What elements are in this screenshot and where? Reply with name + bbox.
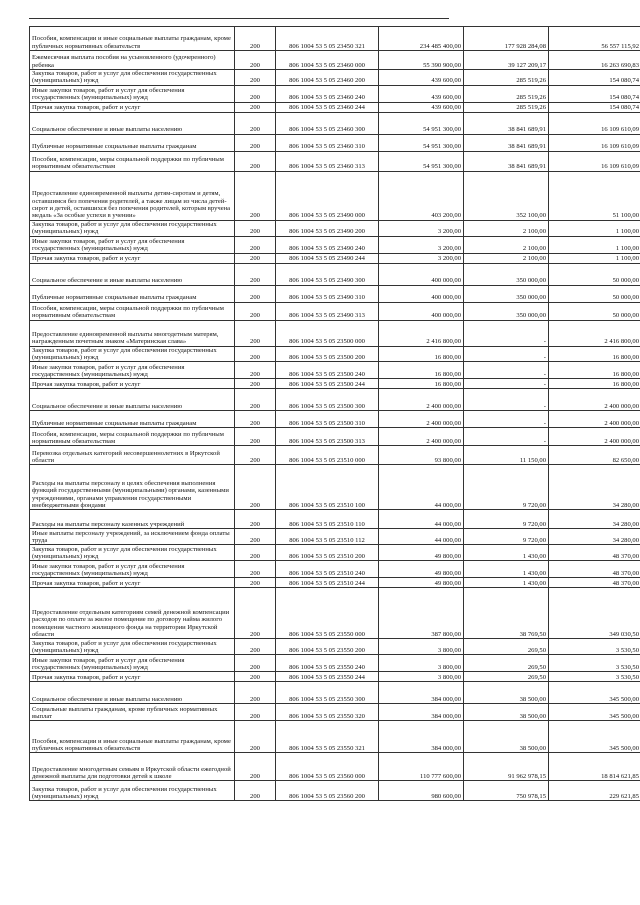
- table-body: [30, 27, 640, 801]
- row-unexecuted-amount: 345 500,00: [549, 704, 640, 721]
- table-row: [30, 411, 640, 428]
- table-row: [30, 465, 640, 510]
- row-description: Закупка товаров, работ и услуг для обеспечения государственных (муниципальных) нужд: [30, 220, 235, 236]
- row-unexecuted-amount: 16 109 610,09: [549, 151, 640, 171]
- row-unexecuted-amount: 2 400 000,00: [549, 428, 640, 446]
- row-unexecuted-amount: 3 530,50: [549, 672, 640, 682]
- row-executed-amount: 285 519,26: [464, 70, 549, 86]
- row-executed-amount: 350 000,00: [464, 263, 549, 285]
- row-executed-amount: 38 841 689,91: [464, 134, 549, 151]
- row-line-code: 200: [235, 285, 276, 302]
- row-executed-amount: 350 000,00: [464, 285, 549, 302]
- row-unexecuted-amount: 50 000,00: [549, 263, 640, 285]
- row-unexecuted-amount: 50 000,00: [549, 285, 640, 302]
- row-executed-amount: 11 150,00: [464, 446, 549, 465]
- row-line-code: 200: [235, 302, 276, 320]
- row-executed-amount: 9 720,00: [464, 510, 549, 529]
- row-unexecuted-amount: 48 370,00: [549, 561, 640, 578]
- row-description: Прочая закупка товаров, работ и услуг: [30, 379, 235, 389]
- table-row: [30, 171, 640, 220]
- row-line-code: 200: [235, 704, 276, 721]
- row-approved-amount: 980 600,00: [379, 781, 464, 801]
- table-row: [30, 781, 640, 801]
- row-unexecuted-amount: 16 263 690,83: [549, 51, 640, 70]
- row-executed-amount: -: [464, 428, 549, 446]
- row-classification-code: 806 1004 53 5 05 23460 000: [276, 51, 379, 70]
- row-description: Иные закупки товаров, работ и услуг для обеспечения государственных (муниципальных) нужд: [30, 362, 235, 379]
- row-classification-code: 806 1004 53 5 05 23490 240: [276, 236, 379, 253]
- row-unexecuted-amount: 1 100,00: [549, 236, 640, 253]
- row-line-code: 200: [235, 721, 276, 753]
- row-description: Публичные нормативные социальные выплаты гражданам: [30, 285, 235, 302]
- row-unexecuted-amount: 2 400 000,00: [549, 389, 640, 411]
- row-description: Ежемесячная выплата пособия на усыновленного (удочеренного) ребенка: [30, 51, 235, 70]
- row-approved-amount: 16 800,00: [379, 362, 464, 379]
- row-executed-amount: 2 100,00: [464, 253, 549, 263]
- row-classification-code: 806 1004 53 5 05 23550 244: [276, 672, 379, 682]
- row-classification-code: 806 1004 53 5 05 23510 112: [276, 529, 379, 545]
- row-classification-code: 806 1004 53 5 05 23490 310: [276, 285, 379, 302]
- row-executed-amount: 2 100,00: [464, 220, 549, 236]
- row-classification-code: 806 1004 53 5 05 23510 100: [276, 465, 379, 510]
- row-executed-amount: 350 000,00: [464, 302, 549, 320]
- row-description: Иные закупки товаров, работ и услуг для обеспечения государственных (муниципальных) нужд: [30, 236, 235, 253]
- row-executed-amount: -: [464, 320, 549, 346]
- row-description: Предоставление отдельным категориям семей денежной компенсации расходов по оплате за жилое помещение по договору найма жилого помещения частного жилищного фонда на территории Иркутской области: [30, 588, 235, 639]
- row-unexecuted-amount: 1 100,00: [549, 253, 640, 263]
- table-row: [30, 446, 640, 465]
- row-line-code: 200: [235, 112, 276, 134]
- row-description: Социальное обеспечение и иные выплаты населению: [30, 389, 235, 411]
- row-classification-code: 806 1004 53 5 05 23500 200: [276, 346, 379, 362]
- row-classification-code: 806 1004 53 5 05 23460 300: [276, 112, 379, 134]
- row-executed-amount: -: [464, 362, 549, 379]
- row-executed-amount: 269,50: [464, 655, 549, 672]
- row-approved-amount: 3 800,00: [379, 672, 464, 682]
- row-line-code: 200: [235, 781, 276, 801]
- row-unexecuted-amount: 16 800,00: [549, 362, 640, 379]
- row-line-code: 200: [235, 529, 276, 545]
- table-row: [30, 721, 640, 753]
- row-line-code: 200: [235, 510, 276, 529]
- row-unexecuted-amount: 18 814 621,85: [549, 753, 640, 781]
- row-unexecuted-amount: 34 280,00: [549, 510, 640, 529]
- row-line-code: 200: [235, 578, 276, 588]
- row-line-code: 200: [235, 263, 276, 285]
- row-executed-amount: 9 720,00: [464, 465, 549, 510]
- row-unexecuted-amount: 2 416 800,00: [549, 320, 640, 346]
- row-approved-amount: 400 000,00: [379, 302, 464, 320]
- table-row: [30, 236, 640, 253]
- row-approved-amount: 2 416 800,00: [379, 320, 464, 346]
- row-approved-amount: 16 800,00: [379, 346, 464, 362]
- row-line-code: 200: [235, 27, 276, 51]
- table-row: [30, 151, 640, 171]
- table-row: [30, 102, 640, 112]
- row-line-code: 200: [235, 672, 276, 682]
- table-row: [30, 70, 640, 86]
- table-row: [30, 112, 640, 134]
- row-line-code: 200: [235, 465, 276, 510]
- row-unexecuted-amount: 16 109 610,09: [549, 112, 640, 134]
- table-row: [30, 578, 640, 588]
- row-classification-code: 806 1004 53 5 05 23510 244: [276, 578, 379, 588]
- row-line-code: 200: [235, 545, 276, 561]
- row-line-code: 200: [235, 682, 276, 704]
- row-approved-amount: 54 951 300,00: [379, 112, 464, 134]
- row-unexecuted-amount: 16 800,00: [549, 379, 640, 389]
- row-approved-amount: 2 400 000,00: [379, 411, 464, 428]
- row-classification-code: 806 1004 53 5 05 23460 200: [276, 70, 379, 86]
- table-row: [30, 285, 640, 302]
- row-approved-amount: 400 000,00: [379, 263, 464, 285]
- row-line-code: 200: [235, 134, 276, 151]
- row-approved-amount: 384 000,00: [379, 682, 464, 704]
- row-description: Предоставление многодетным семьям в Иркутской области ежегодной денежной выплаты для подготовки детей к школе: [30, 753, 235, 781]
- row-classification-code: 806 1004 53 5 05 23490 300: [276, 263, 379, 285]
- row-line-code: 200: [235, 588, 276, 639]
- row-classification-code: 806 1004 53 5 05 23490 244: [276, 253, 379, 263]
- row-approved-amount: 2 400 000,00: [379, 428, 464, 446]
- row-unexecuted-amount: 16 109 610,09: [549, 134, 640, 151]
- row-executed-amount: 39 127 209,17: [464, 51, 549, 70]
- row-line-code: 200: [235, 379, 276, 389]
- row-description: Социальное обеспечение и иные выплаты населению: [30, 263, 235, 285]
- row-approved-amount: 55 390 900,00: [379, 51, 464, 70]
- row-description: Прочая закупка товаров, работ и услуг: [30, 578, 235, 588]
- row-approved-amount: 3 200,00: [379, 220, 464, 236]
- table-row: [30, 529, 640, 545]
- table-row: [30, 428, 640, 446]
- row-executed-amount: 177 928 284,08: [464, 27, 549, 51]
- row-unexecuted-amount: 154 080,74: [549, 70, 640, 86]
- row-description: Пособия, компенсации, меры социальной поддержки по публичным нормативным обязательствам: [30, 428, 235, 446]
- row-description: Социальное обеспечение и иные выплаты населению: [30, 682, 235, 704]
- row-unexecuted-amount: 48 370,00: [549, 545, 640, 561]
- row-approved-amount: 44 000,00: [379, 510, 464, 529]
- row-unexecuted-amount: 82 650,00: [549, 446, 640, 465]
- row-description: Иные закупки товаров, работ и услуг для обеспечения государственных (муниципальных) нужд: [30, 85, 235, 102]
- row-description: Предоставление единовременной выплаты детям-сиротам и детям, оставшимся без попечения родителей, а также лицам из числа детей-сирот и детей, оставшихся без попечения родителей, которым вручена медаль «За особые успехи в учении»: [30, 171, 235, 220]
- row-line-code: 200: [235, 70, 276, 86]
- row-description: Социальные выплаты гражданам, кроме публичных нормативных выплат: [30, 704, 235, 721]
- row-approved-amount: 439 600,00: [379, 70, 464, 86]
- row-description: Пособия, компенсации и иные социальные выплаты гражданам, кроме публичных нормативных обязательств: [30, 27, 235, 51]
- table-row: [30, 134, 640, 151]
- table-row: [30, 588, 640, 639]
- row-executed-amount: 352 100,00: [464, 171, 549, 220]
- table-row: [30, 220, 640, 236]
- row-approved-amount: 44 000,00: [379, 465, 464, 510]
- row-executed-amount: 285 519,26: [464, 85, 549, 102]
- row-executed-amount: 269,50: [464, 672, 549, 682]
- row-description: Прочая закупка товаров, работ и услуг: [30, 672, 235, 682]
- row-line-code: 200: [235, 151, 276, 171]
- row-executed-amount: 38 500,00: [464, 721, 549, 753]
- table-row: [30, 27, 640, 51]
- row-classification-code: 806 1004 53 5 05 23510 000: [276, 446, 379, 465]
- row-description: Закупка товаров, работ и услуг для обеспечения государственных (муниципальных) нужд: [30, 70, 235, 86]
- row-classification-code: 806 1004 53 5 05 23550 300: [276, 682, 379, 704]
- row-executed-amount: 38 500,00: [464, 682, 549, 704]
- row-line-code: 200: [235, 236, 276, 253]
- row-line-code: 200: [235, 102, 276, 112]
- table-row: [30, 510, 640, 529]
- row-description: Пособия, компенсации, меры социальной поддержки по публичным нормативным обязательствам: [30, 302, 235, 320]
- row-unexecuted-amount: 1 100,00: [549, 220, 640, 236]
- row-unexecuted-amount: 56 557 115,92: [549, 27, 640, 51]
- row-approved-amount: 384 000,00: [379, 704, 464, 721]
- row-approved-amount: 384 000,00: [379, 721, 464, 753]
- row-description: Закупка товаров, работ и услуг для обеспечения государственных (муниципальных) нужд: [30, 545, 235, 561]
- row-executed-amount: 750 978,15: [464, 781, 549, 801]
- row-unexecuted-amount: 3 530,50: [549, 655, 640, 672]
- row-description: Социальное обеспечение и иные выплаты населению: [30, 112, 235, 134]
- table-row: [30, 379, 640, 389]
- row-approved-amount: 54 951 300,00: [379, 134, 464, 151]
- row-approved-amount: 234 485 400,00: [379, 27, 464, 51]
- table-row: [30, 253, 640, 263]
- row-description: Перевозка отдельных категорий несовершеннолетних в Иркутской области: [30, 446, 235, 465]
- row-approved-amount: 3 800,00: [379, 639, 464, 655]
- row-approved-amount: 400 000,00: [379, 285, 464, 302]
- row-unexecuted-amount: 50 000,00: [549, 302, 640, 320]
- row-classification-code: 806 1004 53 5 05 23510 200: [276, 545, 379, 561]
- row-line-code: 200: [235, 561, 276, 578]
- row-line-code: 200: [235, 253, 276, 263]
- row-classification-code: 806 1004 53 5 05 23460 313: [276, 151, 379, 171]
- row-line-code: 200: [235, 346, 276, 362]
- row-approved-amount: 3 800,00: [379, 655, 464, 672]
- row-classification-code: 806 1004 53 5 05 23460 244: [276, 102, 379, 112]
- row-line-code: 200: [235, 655, 276, 672]
- table-row: [30, 320, 640, 346]
- row-executed-amount: 38 769,50: [464, 588, 549, 639]
- row-unexecuted-amount: 16 800,00: [549, 346, 640, 362]
- row-classification-code: 806 1004 53 5 05 23550 321: [276, 721, 379, 753]
- row-unexecuted-amount: 345 500,00: [549, 682, 640, 704]
- row-approved-amount: 439 600,00: [379, 85, 464, 102]
- row-executed-amount: -: [464, 389, 549, 411]
- row-unexecuted-amount: 2 400 000,00: [549, 411, 640, 428]
- row-executed-amount: -: [464, 411, 549, 428]
- table-row: [30, 263, 640, 285]
- row-approved-amount: 439 600,00: [379, 102, 464, 112]
- row-line-code: 200: [235, 446, 276, 465]
- row-description: Прочая закупка товаров, работ и услуг: [30, 102, 235, 112]
- row-executed-amount: 2 100,00: [464, 236, 549, 253]
- row-executed-amount: 91 962 978,15: [464, 753, 549, 781]
- budget-report-sheet: [29, 26, 639, 801]
- row-classification-code: 806 1004 53 5 05 23500 244: [276, 379, 379, 389]
- row-line-code: 200: [235, 639, 276, 655]
- row-description: Публичные нормативные социальные выплаты гражданам: [30, 134, 235, 151]
- row-executed-amount: 38 841 689,91: [464, 151, 549, 171]
- row-unexecuted-amount: 154 080,74: [549, 102, 640, 112]
- row-line-code: 200: [235, 411, 276, 428]
- row-line-code: 200: [235, 428, 276, 446]
- row-classification-code: 806 1004 53 5 05 23550 240: [276, 655, 379, 672]
- row-approved-amount: 387 800,00: [379, 588, 464, 639]
- table-row: [30, 753, 640, 781]
- row-classification-code: 806 1004 53 5 05 23500 240: [276, 362, 379, 379]
- row-approved-amount: 49 800,00: [379, 561, 464, 578]
- row-classification-code: 806 1004 53 5 05 23560 000: [276, 753, 379, 781]
- row-executed-amount: -: [464, 379, 549, 389]
- row-line-code: 200: [235, 171, 276, 220]
- row-line-code: 200: [235, 362, 276, 379]
- row-approved-amount: 3 200,00: [379, 236, 464, 253]
- row-classification-code: 806 1004 53 5 05 23450 321: [276, 27, 379, 51]
- row-classification-code: 806 1004 53 5 05 23500 300: [276, 389, 379, 411]
- row-executed-amount: 285 519,26: [464, 102, 549, 112]
- row-approved-amount: 403 200,00: [379, 171, 464, 220]
- row-line-code: 200: [235, 51, 276, 70]
- row-executed-amount: 1 430,00: [464, 561, 549, 578]
- table-row: [30, 682, 640, 704]
- row-executed-amount: 38 500,00: [464, 704, 549, 721]
- row-classification-code: 806 1004 53 5 05 23550 200: [276, 639, 379, 655]
- row-classification-code: 806 1004 53 5 05 23460 310: [276, 134, 379, 151]
- table-row: [30, 362, 640, 379]
- row-executed-amount: 269,50: [464, 639, 549, 655]
- table-row: [30, 672, 640, 682]
- row-classification-code: 806 1004 53 5 05 23490 200: [276, 220, 379, 236]
- table-row: [30, 655, 640, 672]
- row-description: Закупка товаров, работ и услуг для обеспечения государственных (муниципальных) нужд: [30, 639, 235, 655]
- row-unexecuted-amount: 349 030,50: [549, 588, 640, 639]
- row-classification-code: 806 1004 53 5 05 23500 000: [276, 320, 379, 346]
- row-approved-amount: 93 800,00: [379, 446, 464, 465]
- row-executed-amount: 38 841 689,91: [464, 112, 549, 134]
- table-row: [30, 51, 640, 70]
- row-description: Расходы на выплаты персоналу в целях обеспечения выполнения функций государственными (муниципальными) органами, казенными учреждениями, органами управления государственными внебюджетными фондами: [30, 465, 235, 510]
- row-approved-amount: 44 000,00: [379, 529, 464, 545]
- row-unexecuted-amount: 48 370,00: [549, 578, 640, 588]
- row-classification-code: 806 1004 53 5 05 23500 313: [276, 428, 379, 446]
- row-description: Пособия, компенсации и иные социальные выплаты гражданам, кроме публичных нормативных обязательств: [30, 721, 235, 753]
- row-line-code: 200: [235, 220, 276, 236]
- row-approved-amount: 3 200,00: [379, 253, 464, 263]
- row-classification-code: 806 1004 53 5 05 23550 320: [276, 704, 379, 721]
- row-classification-code: 806 1004 53 5 05 23550 000: [276, 588, 379, 639]
- row-approved-amount: 110 777 600,00: [379, 753, 464, 781]
- table-row: [30, 346, 640, 362]
- row-description: Закупка товаров, работ и услуг для обеспечения государственных (муниципальных) нужд: [30, 346, 235, 362]
- row-line-code: 200: [235, 320, 276, 346]
- row-classification-code: 806 1004 53 5 05 23500 310: [276, 411, 379, 428]
- table-row: [30, 85, 640, 102]
- row-description: Пособия, компенсации, меры социальной поддержки по публичным нормативным обязательствам: [30, 151, 235, 171]
- row-approved-amount: 54 951 300,00: [379, 151, 464, 171]
- row-classification-code: 806 1004 53 5 05 23510 110: [276, 510, 379, 529]
- row-unexecuted-amount: 229 621,85: [549, 781, 640, 801]
- table-row: [30, 545, 640, 561]
- row-classification-code: 806 1004 53 5 05 23490 313: [276, 302, 379, 320]
- row-description: Закупка товаров, работ и услуг для обеспечения государственных (муниципальных) нужд: [30, 781, 235, 801]
- row-description: Прочая закупка товаров, работ и услуг: [30, 253, 235, 263]
- row-description: Иные выплаты персоналу учреждений, за исключением фонда оплаты труда: [30, 529, 235, 545]
- row-unexecuted-amount: 3 530,50: [549, 639, 640, 655]
- row-description: Расходы на выплаты персоналу казенных учреждений: [30, 510, 235, 529]
- top-rule: [29, 18, 449, 19]
- row-classification-code: 806 1004 53 5 05 23560 200: [276, 781, 379, 801]
- table-row: [30, 639, 640, 655]
- row-description: Иные закупки товаров, работ и услуг для обеспечения государственных (муниципальных) нужд: [30, 561, 235, 578]
- row-description: Публичные нормативные социальные выплаты гражданам: [30, 411, 235, 428]
- row-line-code: 200: [235, 389, 276, 411]
- row-unexecuted-amount: 345 500,00: [549, 721, 640, 753]
- budget-execution-table: [29, 26, 640, 801]
- row-executed-amount: 1 430,00: [464, 545, 549, 561]
- row-executed-amount: -: [464, 346, 549, 362]
- row-description: Предоставление единовременной выплаты многодетным матерям, награжденным почетным знаком «Материнская слава»: [30, 320, 235, 346]
- row-approved-amount: 49 800,00: [379, 578, 464, 588]
- row-classification-code: 806 1004 53 5 05 23490 000: [276, 171, 379, 220]
- row-line-code: 200: [235, 753, 276, 781]
- table-row: [30, 704, 640, 721]
- table-row: [30, 302, 640, 320]
- row-unexecuted-amount: 51 100,00: [549, 171, 640, 220]
- row-approved-amount: 49 800,00: [379, 545, 464, 561]
- row-executed-amount: 9 720,00: [464, 529, 549, 545]
- row-executed-amount: 1 430,00: [464, 578, 549, 588]
- row-unexecuted-amount: 34 280,00: [549, 465, 640, 510]
- table-row: [30, 561, 640, 578]
- row-line-code: 200: [235, 85, 276, 102]
- row-approved-amount: 2 400 000,00: [379, 389, 464, 411]
- table-row: [30, 389, 640, 411]
- row-unexecuted-amount: 34 280,00: [549, 529, 640, 545]
- row-classification-code: 806 1004 53 5 05 23510 240: [276, 561, 379, 578]
- row-classification-code: 806 1004 53 5 05 23460 240: [276, 85, 379, 102]
- row-unexecuted-amount: 154 080,74: [549, 85, 640, 102]
- row-approved-amount: 16 800,00: [379, 379, 464, 389]
- row-description: Иные закупки товаров, работ и услуг для обеспечения государственных (муниципальных) нужд: [30, 655, 235, 672]
